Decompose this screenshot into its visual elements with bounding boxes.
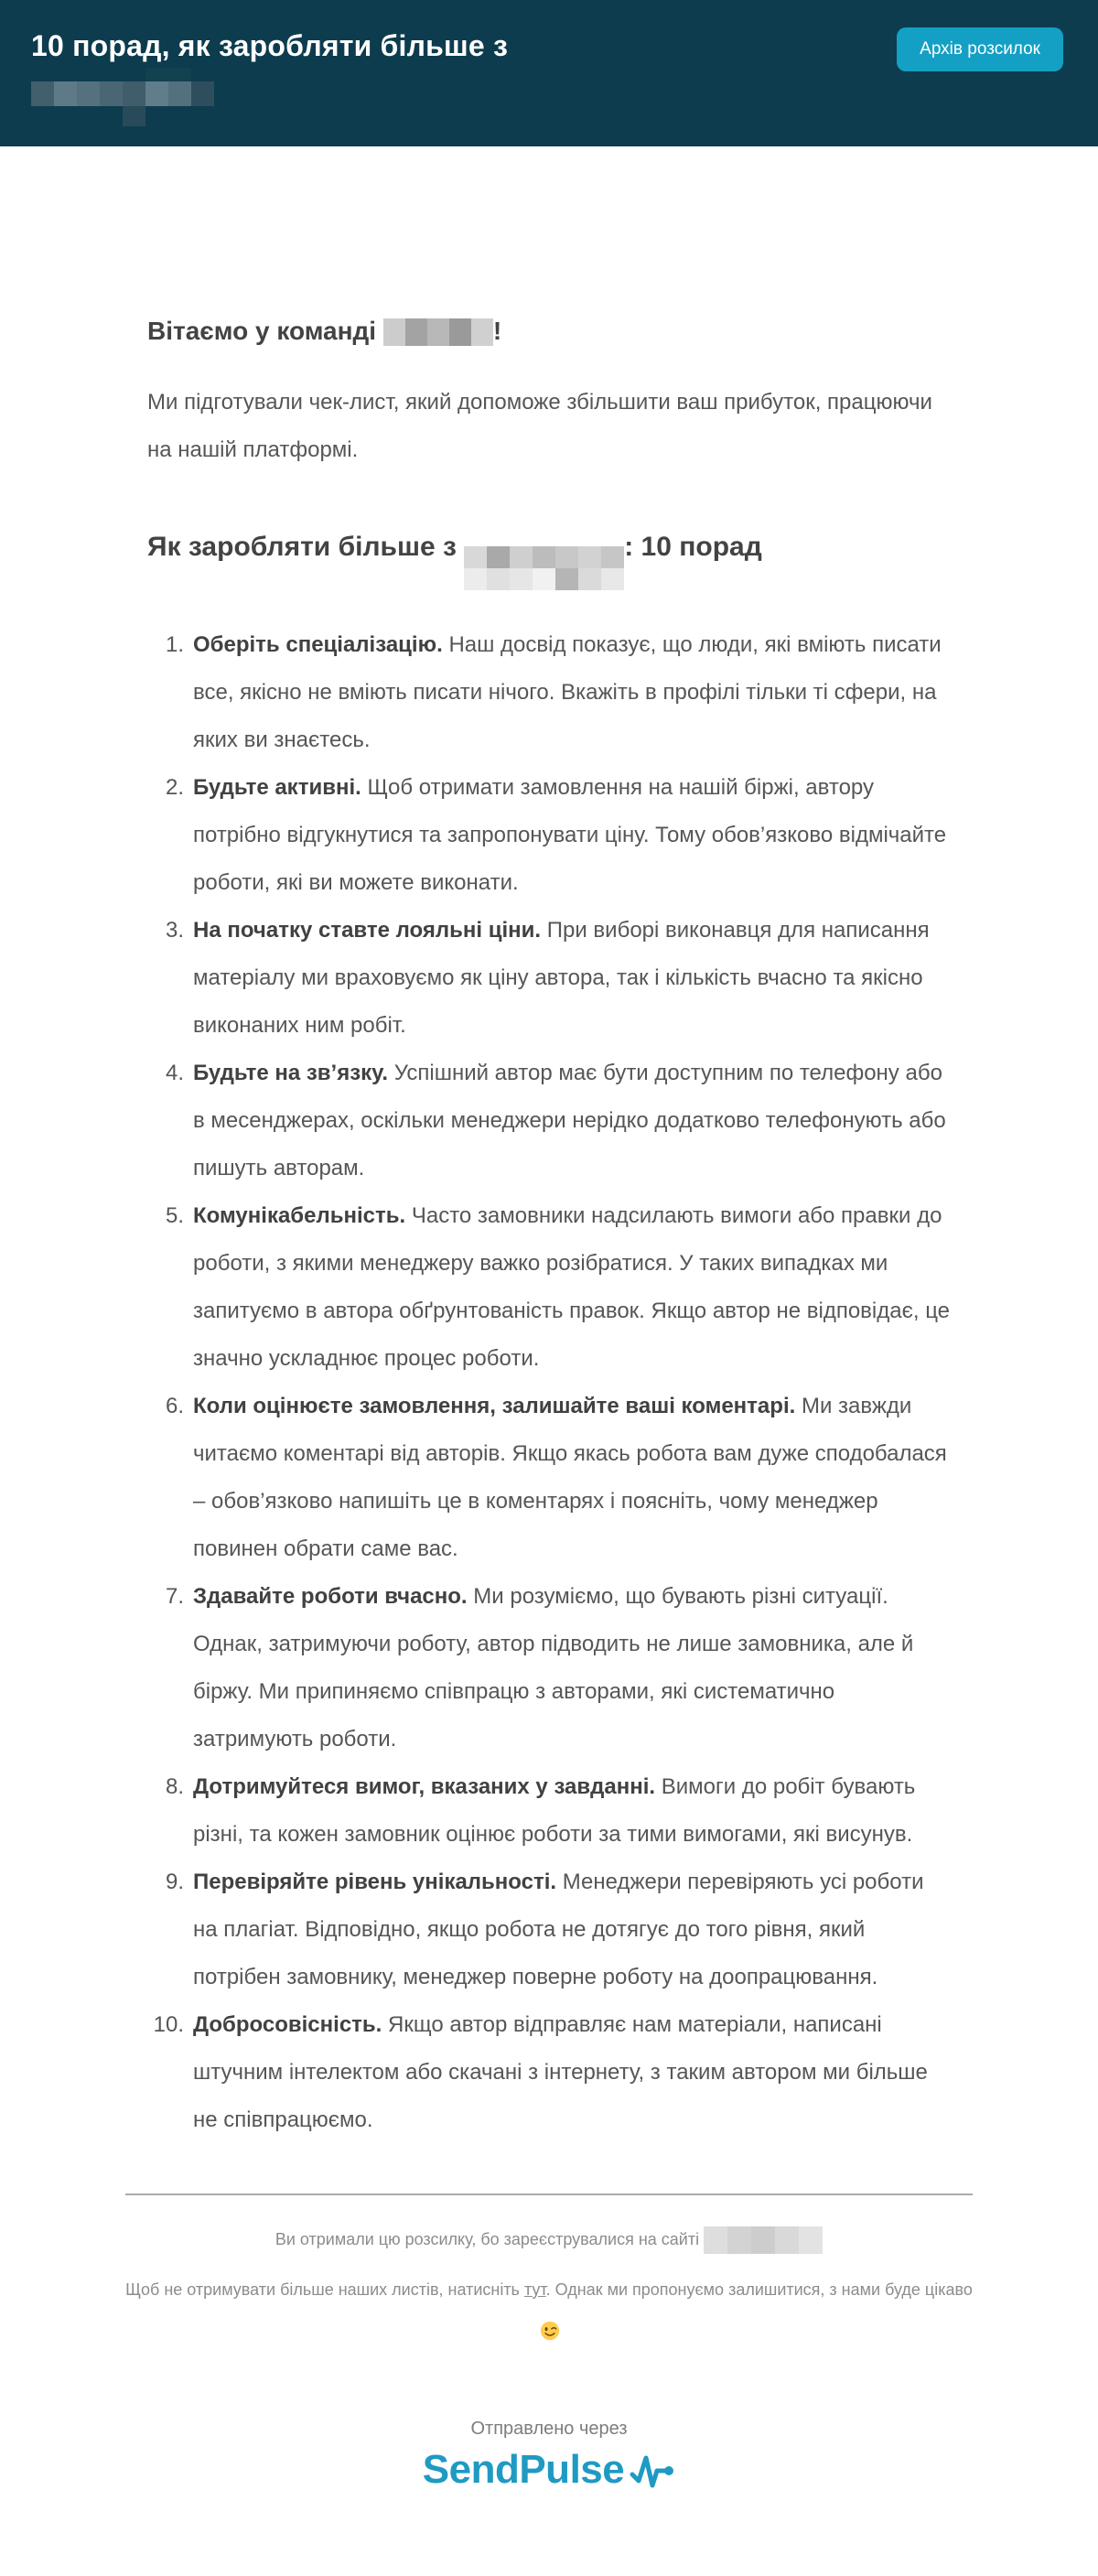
tip-lead: Здавайте роботи вчасно.: [193, 1584, 468, 1609]
tip-item-3: [193, 907, 951, 1050]
tip-item-4: [193, 1050, 951, 1192]
tip-lead: Оберіть спеціалізацію.: [193, 632, 443, 657]
sendpulse-logo[interactable]: [125, 2447, 973, 2548]
tip-text: Якщо автор відправляє нам матеріали, написані штучним інтелектом або скачані з інтернету, з таким автором ми більше не співпрацюємо.: [193, 2012, 928, 2132]
tip-item-6: [193, 1383, 951, 1573]
tip-text: Щоб отримати замовлення на нашій біржі, автору потрібно відгукнутися та запропонувати ціну. Тому обов’язково відмічайте роботи, які ви можете виконати.: [193, 775, 947, 895]
greeting-text: Вітаємо у команді: [147, 317, 377, 345]
newsletter-title-block: [31, 26, 508, 126]
tip-item-7: [193, 1573, 951, 1763]
footer-divider: [125, 2193, 973, 2195]
newsletter-title: 10 порад, як заробляти більше з: [31, 29, 509, 62]
tip-lead: На початку ставте лояльні ціни.: [193, 918, 542, 943]
tip-text: Часто замовники надсилають вимоги або правки до роботи, з якими менеджеру важко розібратися. У таких випадках ми запитуємо в автора обґрунтованість правок. Якщо автор не відповідає, це значно ускладнює процес роботи.: [193, 1203, 951, 1371]
tip-text: Наш досвід показує, що люди, які вміють писати все, якісно не вміють писати нічого. Вкажіть в профілі тільки ті сфери, на яких ви знаєтесь.: [193, 632, 942, 752]
tip-text: Ми завжди читаємо коментарі від авторів. Якщо якась робота вам дуже сподобалася – обов’язково напишіть це в коментарях і поясніть, чому менеджер повинен обрати саме вас.: [193, 1394, 947, 1561]
tip-lead: Будьте на зв’язку.: [193, 1061, 389, 1085]
tip-lead: Дотримуйтеся вимог, вказаних у завданні.: [193, 1774, 656, 1799]
sendpulse-wordmark: SendPulse: [422, 2447, 625, 2492]
tip-text: Успішний автор має бути доступним по телефону або в месенджерах, оскільки менеджери нерідко додатково телефонують або пишуть авторам.: [193, 1061, 946, 1180]
sent-via-label: Отправлено через: [470, 2419, 628, 2439]
tips-list: [125, 621, 973, 2144]
tip-lead: Добросовісність.: [193, 2012, 382, 2037]
tip-item-8: [193, 1763, 951, 1859]
tip-item-5: [193, 1192, 951, 1383]
footer-note-unsubscribe-text: Щоб не отримувати більше наших листів, натисніть: [125, 2280, 520, 2299]
tip-item-1: [193, 621, 951, 764]
redacted-brand-in-heading: [464, 546, 624, 590]
footer-note-subscription-text: Ви отримали цю розсилку, бо зареєструвалися на сайті: [274, 2230, 700, 2248]
section-heading: [125, 525, 973, 590]
intro-paragraph: Ми підготували чек-лист, який допоможе збільшити ваш прибуток, працюючи на нашій платформі.: [147, 390, 932, 462]
tip-lead: Комунікабельність.: [193, 1203, 406, 1228]
tip-text: При виборі виконавця для написання матеріалу ми враховуємо як ціну автора, так і кількість вчасно та якісно виконаних ним робіт.: [193, 918, 930, 1038]
redacted-site-name: [704, 2226, 823, 2254]
tip-lead: Перевіряйте рівень унікальності.: [193, 1870, 557, 1894]
footer-note-subscription: [125, 2226, 973, 2254]
tip-item-10: [193, 2001, 951, 2144]
footer-note-stay-text: . Однак ми пропонуємо залишитися, з нами буде цікаво: [545, 2280, 973, 2299]
tip-item-2: [193, 764, 951, 907]
footer-note-unsubscribe: [125, 2269, 973, 2353]
redacted-team-name: [383, 318, 493, 346]
greeting-line: [125, 317, 973, 346]
email-body: [125, 146, 973, 2548]
tip-item-9: [193, 1859, 951, 2001]
tip-text: Менеджери перевіряють усі роботи на плагіат. Відповідно, якщо робота не дотягує до того рівня, який потрібен замовнику, менеджер поверне роботу на доопрацювання.: [193, 1870, 924, 1989]
pulse-icon: [630, 2452, 675, 2491]
tip-lead: Будьте активні.: [193, 775, 361, 800]
tip-text: Вимоги до робіт бувають різні, та кожен замовник оцінює роботи за тими вимогами, які висунув.: [193, 1774, 916, 1847]
tip-lead: Коли оцінюєте замовлення, залишайте ваші коментарі.: [193, 1394, 796, 1418]
section-heading-suffix: : 10 порад: [624, 532, 762, 562]
newsletter-header: [0, 0, 1098, 146]
wink-emoji-icon: [540, 2321, 560, 2341]
redacted-brand-name: [31, 68, 214, 126]
unsubscribe-link[interactable]: тут: [523, 2280, 546, 2299]
archive-button[interactable]: Архів розсилок: [897, 27, 1063, 71]
tip-text: Ми розуміємо, що бувають різні ситуації. Однак, затримуючи роботу, автор підводить не лише замовника, але й біржу. Ми припиняємо співпрацю з авторами, які систематично затримують роботи.: [193, 1584, 914, 1751]
section-heading-prefix: Як заробляти більше з: [147, 532, 457, 562]
greeting-exclamation: !: [492, 317, 502, 345]
